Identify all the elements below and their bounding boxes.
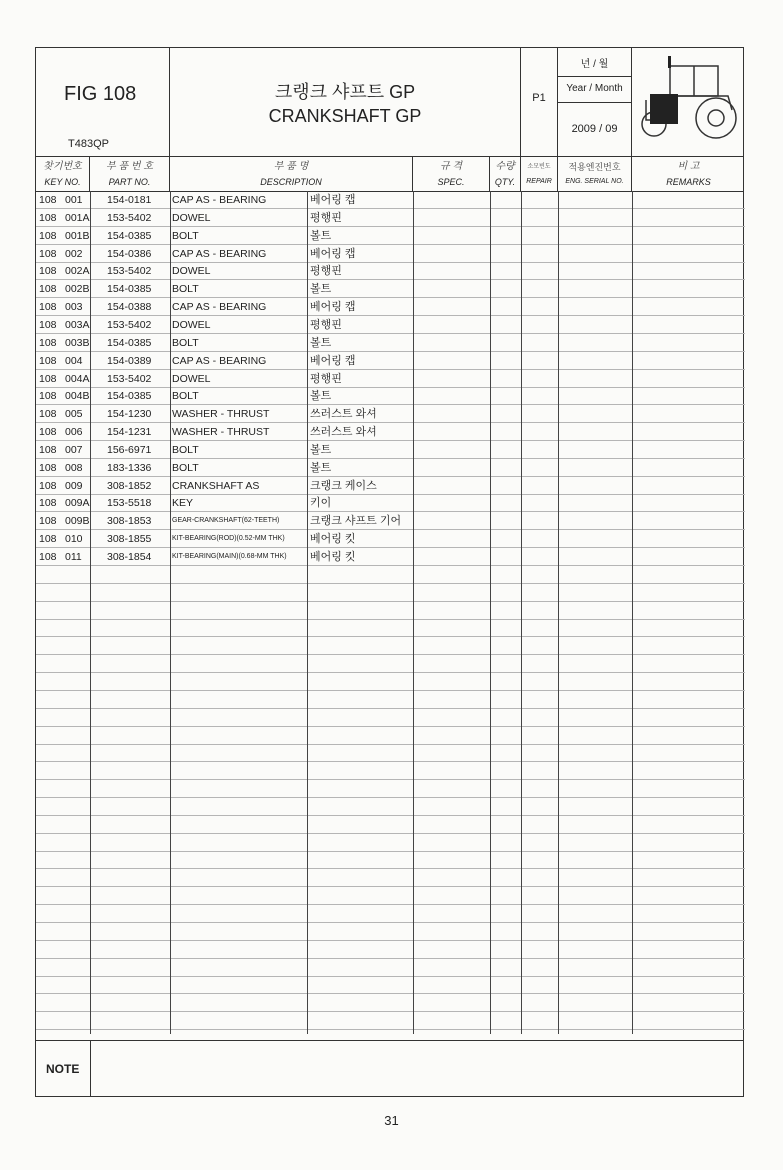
title-english: CRANKSHAFT GP <box>268 106 422 126</box>
page-number: 31 <box>384 1113 399 1128</box>
key-prefix: 108 <box>39 194 57 206</box>
key-suffix: 004 <box>65 354 83 367</box>
key-prefix: 108 <box>39 318 57 331</box>
part-number: 154-0385 <box>107 229 152 242</box>
part-number: 308-1854 <box>107 551 152 563</box>
part-number: 153-5402 <box>107 265 152 278</box>
key-prefix: 108 <box>39 372 57 385</box>
key-suffix: 009B <box>65 515 90 528</box>
table-row <box>36 851 745 869</box>
col-key <box>36 157 90 191</box>
description-ko: 크랭크 샤프트 기어 <box>310 515 402 528</box>
key-prefix: 108 <box>39 551 57 563</box>
col-repair <box>521 157 558 191</box>
col-serial <box>558 157 632 191</box>
description-en: BOLT <box>172 390 199 403</box>
col-part-en: PART NO. <box>108 177 151 187</box>
table-row <box>36 637 745 655</box>
table-row <box>36 1012 745 1030</box>
table-row <box>36 780 745 798</box>
part-number: 154-0389 <box>107 354 152 367</box>
note-divider <box>36 1040 743 1041</box>
col-part <box>90 157 170 191</box>
col-spec-en: SPEC. <box>437 177 465 187</box>
key-prefix: 108 <box>39 533 57 546</box>
description-en: DOWEL <box>172 265 211 278</box>
table-row <box>36 976 745 994</box>
part-number: 153-5402 <box>107 318 152 331</box>
part-number: 154-0386 <box>107 247 152 260</box>
col-qty-en: QTY. <box>494 177 516 187</box>
table-row <box>36 798 745 816</box>
key-prefix: 108 <box>39 301 57 314</box>
key-prefix: 108 <box>39 390 57 403</box>
fig-label: FIG 108 <box>64 83 137 105</box>
date-label-english: Year / Month <box>558 76 631 103</box>
description-en: WASHER - THRUST <box>172 408 270 421</box>
grid-line <box>632 191 633 1034</box>
part-number: 154-0385 <box>107 336 152 349</box>
description-ko: 볼트 <box>310 229 332 242</box>
table-row <box>36 494 745 512</box>
description-en: CAP AS - BEARING <box>172 194 267 206</box>
key-prefix: 108 <box>39 479 57 492</box>
col-serial-en: ENG. SERIAL NO. <box>565 178 624 185</box>
key-suffix: 005 <box>65 408 83 421</box>
table-row <box>36 834 745 852</box>
key-suffix: 003B <box>65 336 90 349</box>
description-ko: 평행핀 <box>310 372 342 385</box>
part-number: 183-1336 <box>107 461 152 474</box>
part-number: 154-1231 <box>107 426 152 439</box>
date-label-korean: 년 / 월 <box>558 48 631 77</box>
description-en: DOWEL <box>172 211 211 224</box>
table-row <box>36 548 745 566</box>
table-row <box>36 816 745 834</box>
title-korean: 크랭크 샤프트 GP <box>274 82 416 102</box>
table-row <box>36 709 745 727</box>
key-suffix: 009A <box>65 497 90 510</box>
part-number: 154-1230 <box>107 408 152 421</box>
key-prefix: 108 <box>39 354 57 367</box>
table-row <box>36 227 745 245</box>
key-suffix: 003A <box>65 318 90 331</box>
col-remarks-en: REMARKS <box>666 177 711 187</box>
key-suffix: 008 <box>65 461 83 474</box>
col-part-ko: 부 품 번 호 <box>106 161 153 172</box>
table-row <box>36 887 745 905</box>
part-number: 154-0388 <box>107 301 152 314</box>
table-row <box>36 316 745 334</box>
grid-line <box>490 191 491 1034</box>
col-desc <box>170 157 413 191</box>
description-en: WASHER - THRUST <box>172 426 270 439</box>
description-en: KIT-BEARING(ROD)(0.52-MM THK) <box>172 535 285 543</box>
description-ko: 쓰러스트 와셔 <box>310 426 377 439</box>
illustration-cell <box>632 48 745 156</box>
col-key-ko: 찾기번호 <box>43 161 82 172</box>
key-suffix: 007 <box>65 443 83 456</box>
description-en: KIT-BEARING(MAIN)(0.68-MM THK) <box>172 553 287 560</box>
key-suffix: 004A <box>65 372 90 385</box>
description-ko: 베어링 킷 <box>310 533 356 546</box>
table-row <box>36 459 745 477</box>
description-ko: 볼트 <box>310 283 332 296</box>
description-ko: 볼트 <box>310 443 332 456</box>
key-prefix: 108 <box>39 515 57 528</box>
description-en: BOLT <box>172 229 199 242</box>
col-spec <box>413 157 490 191</box>
col-serial-ko: 적용엔진번호 <box>568 162 621 172</box>
page-cell <box>521 48 558 156</box>
key-prefix: 108 <box>39 247 57 260</box>
model-code: T483QP <box>68 138 109 150</box>
date-cell <box>558 48 632 156</box>
part-number: 154-0385 <box>107 283 152 296</box>
table-row <box>36 566 745 584</box>
table-row <box>36 423 745 441</box>
key-prefix: 108 <box>39 408 57 421</box>
description-en: CAP AS - BEARING <box>172 354 267 367</box>
key-suffix: 002 <box>65 247 83 260</box>
description-ko: 평행핀 <box>310 265 342 278</box>
part-number: 153-5402 <box>107 372 152 385</box>
description-ko: 볼트 <box>310 336 332 349</box>
key-suffix: 001B <box>65 229 90 242</box>
part-number: 153-5518 <box>107 497 152 510</box>
table-row <box>36 744 745 762</box>
description-ko: 베어링 캡 <box>310 301 356 314</box>
description-en: GEAR-CRANKSHAFT(62-TEETH) <box>172 517 280 525</box>
description-en: BOLT <box>172 336 199 349</box>
description-ko: 볼트 <box>310 390 332 403</box>
table-row <box>36 691 745 709</box>
description-en: CAP AS - BEARING <box>172 247 267 260</box>
grid-line <box>521 191 522 1034</box>
col-qty-ko: 수량 <box>495 161 515 172</box>
part-number: 154-0181 <box>107 194 152 206</box>
key-suffix: 001A <box>65 211 90 224</box>
description-en: KEY <box>172 497 194 510</box>
part-number: 153-5402 <box>107 211 152 224</box>
col-desc-ko: 부 품 명 <box>273 161 309 172</box>
col-qty <box>490 157 521 191</box>
table-row <box>36 387 745 405</box>
sheet-page: P1 <box>532 92 546 104</box>
table-row <box>36 959 745 977</box>
col-desc-en: DESCRIPTION <box>260 177 322 187</box>
description-ko: 베어링 캡 <box>310 194 356 206</box>
key-prefix: 108 <box>39 211 57 224</box>
part-number: 154-0385 <box>107 390 152 403</box>
description-en: BOLT <box>172 443 199 456</box>
part-number: 308-1855 <box>107 533 152 546</box>
description-ko: 베어링 캡 <box>310 247 356 260</box>
grid-line <box>307 191 308 1034</box>
table-row <box>36 245 745 263</box>
table-row <box>36 673 745 691</box>
grid-line <box>90 191 91 1034</box>
table-row <box>36 280 745 298</box>
table-row <box>36 441 745 459</box>
table-row <box>36 584 745 602</box>
key-prefix: 108 <box>39 426 57 439</box>
description-ko: 크랭크 케이스 <box>310 479 377 492</box>
table-row <box>36 727 745 745</box>
grid-line <box>170 191 171 1034</box>
key-suffix: 009 <box>65 479 83 492</box>
part-number: 156-6971 <box>107 443 152 456</box>
col-key-en: KEY NO. <box>44 177 81 187</box>
description-en: DOWEL <box>172 318 211 331</box>
description-en: CAP AS - BEARING <box>172 301 267 314</box>
description-en: DOWEL <box>172 372 211 385</box>
table-row <box>36 941 745 959</box>
table-row <box>36 530 745 548</box>
description-en: BOLT <box>172 283 199 296</box>
description-ko: 볼트 <box>310 461 332 474</box>
table-row <box>36 619 745 637</box>
description-ko: 베어링 캡 <box>310 354 356 367</box>
description-en: CRANKSHAFT AS <box>172 479 260 492</box>
key-prefix: 108 <box>39 461 57 474</box>
title-cell <box>170 48 521 156</box>
key-suffix: 002A <box>65 265 90 278</box>
table-row <box>36 405 745 423</box>
table-row <box>36 512 745 530</box>
description-ko: 평행핀 <box>310 211 342 224</box>
parts-sheet <box>35 47 744 1097</box>
grid-line <box>413 191 414 1034</box>
col-repair-ko: 소모빈도 <box>527 164 551 170</box>
key-suffix: 001 <box>65 194 83 206</box>
key-prefix: 108 <box>39 265 57 278</box>
description-ko: 쓰러스트 와셔 <box>310 408 377 421</box>
table-row <box>36 994 745 1012</box>
table-row <box>36 262 745 280</box>
key-prefix: 108 <box>39 497 57 510</box>
key-prefix: 108 <box>39 229 57 242</box>
table-row <box>36 477 745 495</box>
tractor-icon <box>632 48 745 156</box>
key-suffix: 004B <box>65 390 90 403</box>
col-repair-en: REPAIR <box>526 178 552 185</box>
part-number: 308-1852 <box>107 479 152 492</box>
description-ko: 키이 <box>310 497 332 510</box>
table-row <box>36 298 745 316</box>
table-row <box>36 762 745 780</box>
part-number: 308-1853 <box>107 515 152 528</box>
table-row <box>36 905 745 923</box>
key-prefix: 108 <box>39 283 57 296</box>
col-spec-ko: 규 격 <box>439 161 463 172</box>
col-remarks-ko: 비 고 <box>677 161 700 172</box>
table-row <box>36 869 745 887</box>
description-ko: 평행핀 <box>310 318 342 331</box>
key-suffix: 010 <box>65 533 83 546</box>
table-row <box>36 655 745 673</box>
key-suffix: 003 <box>65 301 83 314</box>
table-row <box>36 191 745 209</box>
fig-cell <box>36 48 170 156</box>
table-row <box>36 209 745 227</box>
grid-line <box>558 191 559 1034</box>
description-ko: 베어링 킷 <box>310 551 356 563</box>
table-row <box>36 334 745 352</box>
key-prefix: 108 <box>39 443 57 456</box>
description-en: BOLT <box>172 461 199 474</box>
key-prefix: 108 <box>39 336 57 349</box>
key-suffix: 011 <box>65 551 82 563</box>
table-row <box>36 352 745 370</box>
table-row <box>36 923 745 941</box>
col-remarks <box>632 157 745 191</box>
table-row <box>36 602 745 620</box>
date-value: 2009 / 09 <box>571 123 618 135</box>
table-row <box>36 370 745 388</box>
key-suffix: 006 <box>65 426 83 439</box>
key-suffix: 002B <box>65 283 90 296</box>
note-separator <box>90 1040 91 1096</box>
note-label: NOTE <box>46 1062 80 1076</box>
